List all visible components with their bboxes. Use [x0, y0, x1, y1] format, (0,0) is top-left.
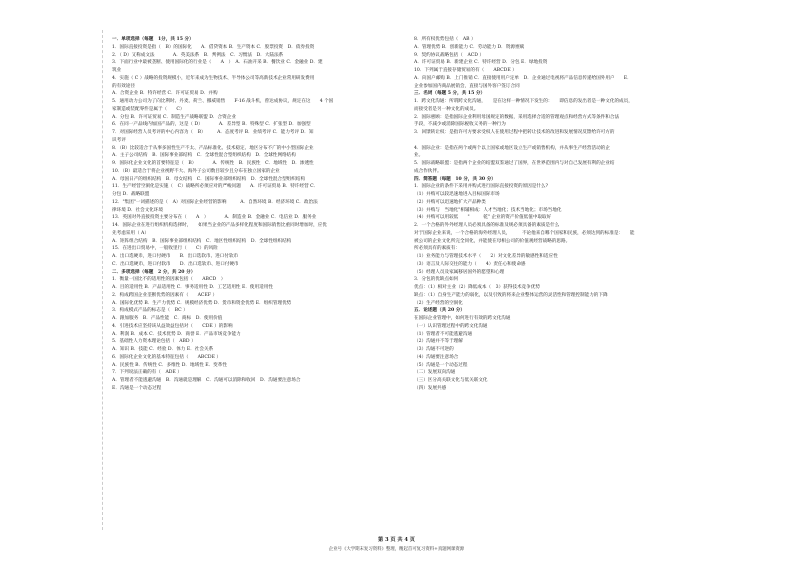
text-line: （5）经理人员及家属移居国外的愿望和心理: [414, 269, 505, 275]
text-line: 1．衡量一国比不的适用性的因素包括（ ABCD ）: [112, 277, 226, 283]
text-line: A．合资企业 B．特许经营 C．许可证贸易 D．并购: [112, 91, 218, 97]
text-line: A．出口选硬币，进口付硬币 B．出口选软币、进口付软币: [112, 254, 239, 259]
text-line: （2）并购可以迅速地扩大产品种类: [414, 199, 486, 205]
left-column: [112, 36, 402, 393]
text-line: 先考虑采用（ A）: [112, 230, 149, 236]
right-column: [414, 36, 714, 393]
text-line: 14．国际企业在进行组织机构选择时， 如果当企业的产品多样化程度和国际销售比重同时增加时，应优: [112, 223, 327, 228]
text-line: 15．在进出口贸易中，一般收里行（ C）的风险: [112, 246, 218, 252]
text-line: E．沟通是一个动态过程: [112, 385, 162, 391]
text-line: 2．（ D）又称成文法 A．英美法系 B．判例法 C．习惯法 D．大陆法系: [112, 52, 284, 58]
text-line: [414, 137, 714, 145]
text-line: （3）并购与 当地化"相辅相成：人才当地化；技术当地化；市场当地化: [414, 207, 562, 213]
text-line: 缺点：（1）自身生产能力的弱化，以及引致的将来企业整体运营的灵活性和管理控制能力的下降: [414, 292, 608, 298]
text-line: 业。: [414, 153, 424, 159]
text-line: A．利润 B．成本 C．技术优势 D．商誉 E．产品市场竞争能力: [112, 331, 241, 337]
text-line: 2．一个合格的外外经理人员必须具备的标准及规必须具备的素质是什么: [414, 223, 560, 228]
text-line: A．向国户邮购 B．上门推销 C．直接使用用户定单 D．企业通过电视将产品信息传递给国外用户 E．: [414, 75, 632, 81]
text-line: A．跟加服务 B．产品性能 C．商标 D．使用价值: [112, 316, 223, 321]
text-line: C．出口选硬币，进口付软币 D．出口选软币、进口付硬币: [112, 261, 239, 267]
text-line: （一）认识管理过程中的跨文化沟通: [414, 323, 488, 329]
text-line: 手段，不减少或消除国际税收义务的一种行为: [414, 122, 506, 128]
text-line: （3）语言及人际交往的能力（ 4）责任心和使命感: [414, 261, 526, 267]
text-line: 8．所有权优势包括（ AB ）: [414, 37, 476, 42]
text-line: 四．简答题（每题 10 分，共 30 分）: [414, 176, 496, 182]
text-line: A．母国日产的组织结构 B．母女结构 C．国际事业部组织结构 D．全球性混合型组织结构: [112, 176, 306, 182]
text-line: （二）发展双向沟通: [414, 370, 456, 376]
text-line: 二．多项选择（每题 2 分，共 20 分）: [112, 269, 196, 275]
text-line: A．民族性 B．传统性 C．多维性 D．地域性 E．变革性: [112, 362, 227, 368]
text-line: 5．基础性人力资本理论包括（ ABD ）: [112, 339, 196, 345]
text-line: 3．分包的优缺点如何: [414, 277, 459, 283]
text-line: 10．（B）最适合于将企业视野不大、海外子公司数目较少且分布在独立国家的企业: [112, 168, 280, 174]
text-line: 所必须具有的素质有：: [414, 246, 460, 252]
text-line: 4．国际企业：是指在两个或两个以上国家或地区设立生产或销售机构，并从事生产经营活动的企: [414, 145, 610, 151]
text-line: 3．构成模式产品的标志是（ BC ）: [112, 308, 188, 314]
text-line: 优点：（1）相对主业（2）降低成本（ 3）获得技术竞争优势: [414, 285, 540, 290]
text-line: （1）业务能力与管理技术水平（ 2）对文化差异的敏感性和适应性: [414, 254, 558, 259]
text-line: A．管理优势 B．创新能力 C．劳动能力 D．资源禀赋: [414, 44, 525, 50]
page-number: 第 3 页 共 4 页: [378, 537, 415, 543]
text-line: 5．国际战略联盟：是指两个企业的结盟双鉴通过了国界，在世界范围内与对自己发展有利的企业结: [414, 161, 615, 166]
text-line: A．国际化优势 B．生产力优势 C．规模经济优势 D．货币和资金优势 E．组织管理优势: [112, 300, 292, 306]
text-line: （5）沟通是一个动态过程: [414, 362, 468, 368]
text-line: 4．实施（ C ）战略的投资规模小，近年来成为生物技术、半导体公司等高新技术企业常用研发费用: [112, 75, 315, 81]
text-line: 律环境 D．社会文化环境: [112, 207, 164, 213]
text-line: （2）沟通并不等于理解: [414, 339, 463, 345]
text-line: 4．引进技术应坚持该从益效益包括对（ CDE ）的影响: [112, 323, 233, 329]
text-line: 12．"集团"一词描述的是（ A）对国际企业经营的影响 A．自然环境 B．经济环境 C．政治法: [112, 199, 318, 205]
text-line: （1）管理者不可能逃避沟通: [414, 331, 473, 337]
text-line: 1．国际企业的条件下采用并购式进行国际直接投资的原因是什么?: [414, 184, 549, 190]
binding-line: [102, 30, 104, 530]
text-line: 13．英国对外直接投资主要分布在（ A ） A．制造业 B．金融业 C．电信业 D．服务业: [112, 215, 317, 221]
footer-note: 企业号《大学期末复习资料》整理，精起首可复习资料+真题网课资源: [328, 547, 465, 552]
text-line: 在国际企业管理中，如何进行有效的跨文化沟通: [414, 316, 511, 321]
text-line: A．目的适用性 B．产品适用性 C．事务适用性 D．工艺适用性 E．使用适用性: [112, 285, 273, 290]
text-line: 1．国际直接投资是指（ B）的国际化 A．借贷资本 B．生产资本 C．股票投资 D．债券投资: [112, 44, 315, 50]
text-line: 10．下列属于直接存储贸易的有（ ABCDE ）: [414, 68, 517, 73]
text-line: 分包 D．战略联盟: [112, 192, 150, 197]
text-line: 企业参加国内商品展销会，直接与国外客户签订合同: [414, 83, 520, 89]
text-line: 11．生产经营空洞化是实施（ C）战略所必须应对的严峻问题 A．许可证贸易 B．特许经营 C．: [112, 184, 319, 190]
text-line: 被公司的企业文化所完全同化，并能使在母相公司的价值观经营战略的思路。: [414, 238, 571, 244]
text-line: 7．对国际经营人员考评的中心内容为（ B） A．态度考评 B．业绩考评 C．能力考评 D．知: [112, 130, 314, 135]
text-line: （4）沟通要注意场合: [414, 354, 459, 360]
text-line: A．知识 B．技能 C．经验 D．体力 E．社会关系: [112, 347, 214, 352]
text-line: 7．下列说法正确的有（ ADE ）: [112, 370, 182, 376]
text-line: 1．跨文化沟通：所谓跨文化沟通， 是在这样一种情况下发生的： 即信息的发出者是一种文化的成员，: [414, 99, 633, 104]
text-line: （1）并购可以较迅速地进入目标国际市场: [414, 192, 500, 197]
text-line: A．主子公司结构 B．国际事业部结构 C．全球性混合型组织结构 D．全球性网络结构: [112, 153, 296, 159]
text-line: （四）发展共感: [414, 385, 447, 391]
text-line: 6．在同一产品线内加国产品的，这是（ D） A．差异型 B．特殊型 C．扩张型 D．加强型: [112, 122, 311, 128]
text-line: 的有效途径: [112, 83, 135, 89]
text-line: 筑业: [112, 68, 122, 73]
text-line: 三．名词（每题 5 分，共 15 分）: [414, 91, 486, 97]
text-line: 而接受者是另一种文化的成员。: [414, 106, 479, 112]
text-line: （三）区分高关联文化与低关联文化: [414, 378, 488, 383]
text-line: A．矩阵组合结构 B．国际事业部组织结构 C．地区性组织结构 D．全球性组织结构: [112, 238, 292, 244]
text-line: 3．下面行业中最被垄断、使用国际化的行业是（ A ） A．石油开采 B．餐饮业 C．金融业 D．建: [112, 60, 323, 66]
text-line: （4）并购可以用较低 " 乾" 企业的资产价值低值中取取好: [414, 215, 552, 221]
text-line: A．许可证贸易 B．新建企业 C．特许经营 D．分包 E．绿地投资: [414, 60, 548, 66]
text-line: 2．国际惠顾：是指国际企业利用母国规定的数据，采用选择合适的管理观点和经营方式等条件和合法: [414, 114, 620, 120]
text-line: A．分包 B．许可证贸易 C．制造生产战略联盟 D．合资企业: [112, 114, 236, 120]
text-line: 五．论述题（共 20 分）: [414, 308, 465, 314]
text-line: 9．国际化企业文化的首要特征是（ B） A．传统性 B．民族性 C．地域性 D．渗透性: [112, 161, 314, 166]
text-line: 识考评: [112, 137, 126, 143]
text-line: 家制造或装配零件是属于（ C）: [112, 106, 185, 112]
text-line: （2）生产经营的空洞化: [414, 300, 463, 306]
text-line: 5．通用动力公司为了向比利时、丹麦、荷兰、挪威销售 F-16 战斗机，曾达成协议，规定在这 4 个国: [112, 99, 334, 104]
text-line: 6．国际化企业文化的基本特征包括（ ABCDE ）: [112, 354, 221, 360]
text-line: 3．回馈转让权：是指许可方要求受权人在使用过程中把转让技术的改进和发展情况反馈给许可方的: [414, 130, 615, 135]
text-line: 一．单项选择（每题 1分，共 15 分）: [112, 37, 194, 42]
text-line: 成合作伙伴。: [414, 168, 442, 174]
text-line: （3）沟通不可逆的: [414, 347, 454, 352]
text-line: 对于国际企业来说，一个合格的海外经理人员， 不论他来自哪个国家和民族，必须达到的标准是： 能: [414, 230, 635, 236]
text-line: A．管理者不能逃避沟通 B．沟通就是理解 C．沟通可以消除和收回 D．沟通要注意场合: [112, 378, 301, 383]
text-line: 9．契约协议战略包括（ ACD ）: [414, 52, 485, 58]
text-line: 8．（B）比较适合于从事多国性生产不太、产品标准化、技术稳定、地区分布不广的中小型国际企业: [112, 145, 314, 151]
text-line: 2．构成跨国企业垄断优势的因素有（ ACEF ）: [112, 292, 218, 298]
